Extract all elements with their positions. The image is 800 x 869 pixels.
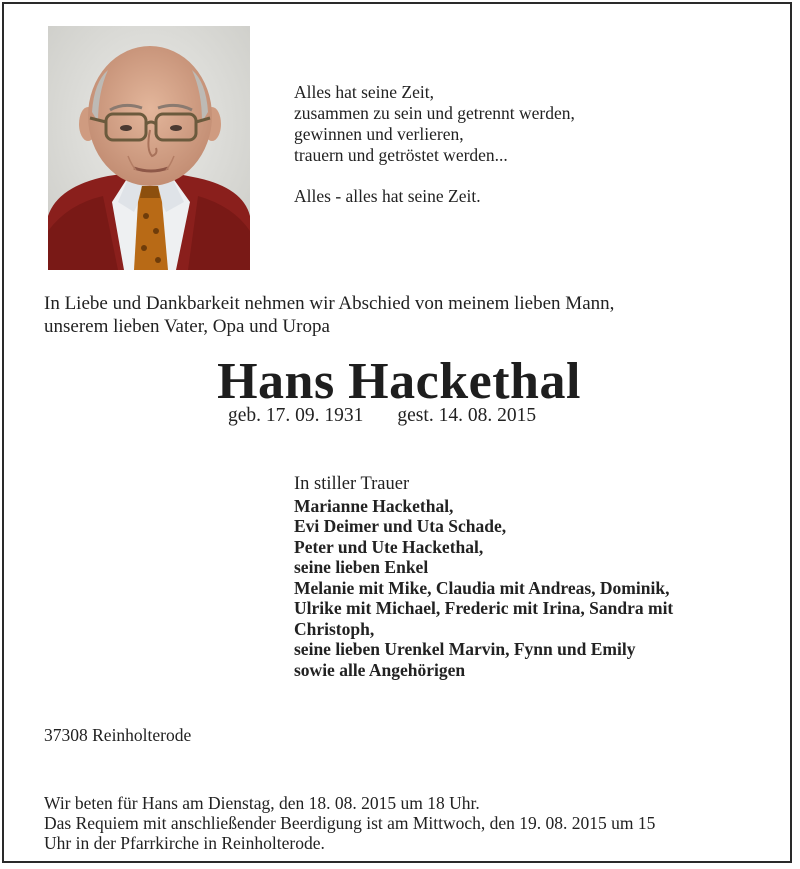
poem-verse [294,82,575,207]
service-line-2: Das Requiem mit anschließender Beerdigung ist am Mittwoch, den 19. 08. 2015 um 15 [44,813,656,833]
service-line-3: Uhr in der Pfarrkirche in Reinholterode. [44,833,325,853]
deceased-name: Hans Hackethal [217,353,581,410]
farewell-intro [44,292,614,338]
family-address: 37308 Reinholterode [44,725,192,745]
mourner-line: Christoph, [294,618,375,639]
intro-line-1: In Liebe und Dankbarkeit nehmen wir Abschied von meinem lieben Mann, [44,293,615,314]
service-line-1: Wir beten für Hans am Dienstag, den 18. 08. 2015 um 18 Uhr. [44,793,480,813]
mourner-line: sowie alle Angehörigen [294,659,466,680]
mourners-list [294,474,673,680]
verse-line: trauern und getröstet werden... [294,145,508,165]
verse-closing: Alles - alles hat seine Zeit. [294,186,481,206]
mourner-line: seine lieben Enkel [294,557,429,577]
verse-line: zusammen zu sein und getrennt werden, [294,103,575,123]
mourner-line: Melanie mit Mike, Claudia mit Andreas, Dominik, [294,577,670,598]
service-info [44,793,655,853]
intro-line-2: unserem lieben Vater, Opa und Uropa [44,316,330,337]
mourner-line: Peter und Ute Hackethal, [294,536,484,557]
birth-date: geb. 17. 09. 1931 [228,405,364,426]
portrait-photo [48,26,250,270]
life-dates [228,404,536,428]
mourner-line: seine lieben Urenkel Marvin, Fynn und Emily [294,639,636,659]
verse-line: Alles hat seine Zeit, [294,82,434,102]
death-date: gest. 14. 08. 2015 [397,405,537,426]
mourner-line: Marianne Hackethal, [294,495,454,516]
verse-line: gewinnen und verlieren, [294,124,464,144]
mourner-line: Ulrike mit Michael, Frederic mit Irina, Sandra mit [294,598,674,618]
mourners-heading: In stiller Trauer [294,474,410,494]
obituary-notice [2,2,792,863]
mourner-line: Evi Deimer und Uta Schade, [294,516,507,536]
